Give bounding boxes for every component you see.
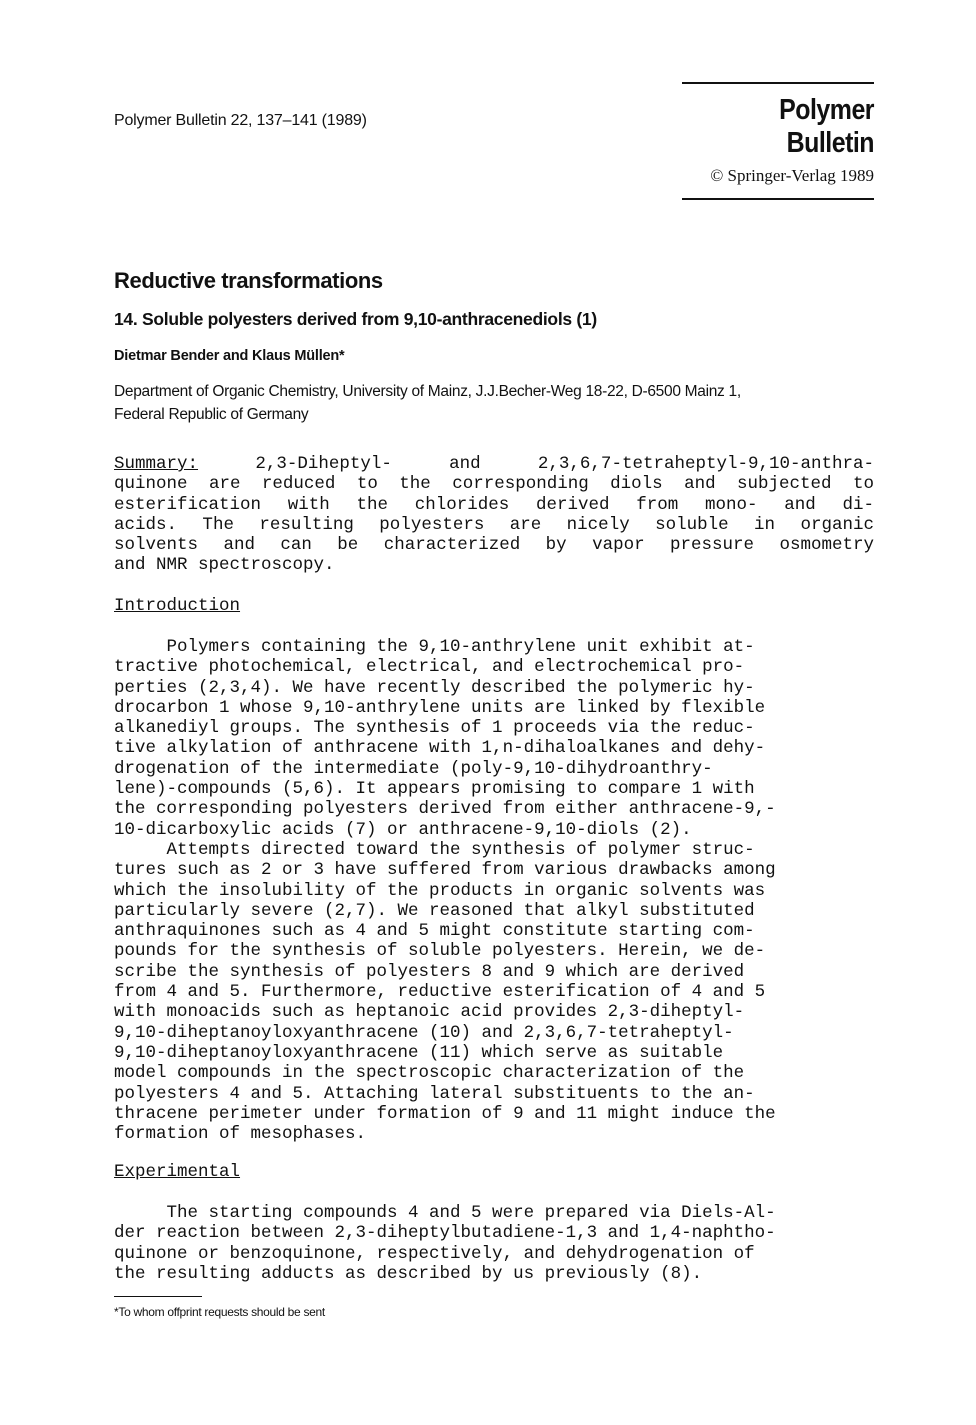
- affiliation-line: Department of Organic Chemistry, University of Mainz, J.J.Becher-Weg 18-22, D-6500 Mainz 1,: [114, 383, 741, 400]
- journal-name: Polymer Bulletin: [779, 94, 874, 159]
- summary-line: quinone are reduced to the corresponding diols and subjected to: [114, 474, 874, 495]
- body-line: drocarbon 1 whose 9,10-anthrylene units are linked by flexible: [114, 697, 766, 718]
- body-line: polyesters 4 and 5. Attaching lateral substituents to the an-: [114, 1083, 755, 1104]
- article-subtitle: 14. Soluble polyesters derived from 9,10-anthracenediols (1): [114, 309, 597, 329]
- introduction-body: [114, 637, 874, 1144]
- body-line: from 4 and 5. Furthermore, reductive esterification of 4 and 5: [114, 982, 766, 1003]
- body-line: alkanediyl groups. The synthesis of 1 proceeds via the reduc-: [114, 718, 755, 739]
- body-line: perties (2,3,4). We have recently described the polymeric hy-: [114, 677, 755, 698]
- body-line: scribe the synthesis of polyesters 8 and 9 which are derived: [114, 961, 745, 982]
- introduction-heading: Introduction: [114, 596, 241, 616]
- body-line: which the insolubility of the products in organic solvents was: [114, 880, 766, 901]
- body-line: 9,10-diheptanoyloxyanthracene (10) and 2,3,6,7-tetraheptyl-: [114, 1022, 734, 1043]
- body-line: tractive photochemical, electrical, and electrochemical pro-: [114, 657, 745, 678]
- summary-section: [114, 454, 874, 576]
- footnote-rule: [114, 1296, 202, 1297]
- body-line: anthraquinones such as 4 and 5 might constitute starting com-: [114, 921, 755, 942]
- body-line: particularly severe (2,7). We reasoned that alkyl substituted: [114, 900, 755, 921]
- body-line: tures such as 2 or 3 have suffered from various drawbacks among: [114, 860, 776, 881]
- author-affiliation: [114, 380, 874, 426]
- body-line: quinone or benzoquinone, respectively, and dehydrogenation of: [114, 1243, 755, 1264]
- summary-line: solvents and can be characterized by vapor pressure osmometry: [114, 535, 874, 556]
- body-line: Attempts directed toward the synthesis of polymer struc-: [114, 839, 755, 860]
- experimental-body: [114, 1203, 874, 1284]
- summary-label: Summary:: [114, 454, 199, 474]
- summary-line: esterification with the chlorides derived from mono- and di-: [114, 494, 874, 515]
- article-authors: Dietmar Bender and Klaus Müllen*: [114, 348, 345, 364]
- summary-first-line: [114, 454, 874, 474]
- summary-line: and NMR spectroscopy.: [114, 555, 335, 576]
- body-line: tive alkylation of anthracene with 1,n-dihaloalkanes and dehy-: [114, 738, 766, 759]
- body-line: with monoacids such as heptanoic acid provides 2,3-diheptyl-: [114, 1002, 745, 1023]
- body-line: Polymers containing the 9,10-anthrylene unit exhibit at-: [114, 637, 755, 657]
- journal-citation: Polymer Bulletin 22, 137–141 (1989): [114, 112, 367, 129]
- article-title: Reductive transformations: [114, 268, 383, 293]
- body-line: der reaction between 2,3-diheptylbutadiene-1,3 and 1,4-naphtho-: [114, 1223, 776, 1244]
- body-line: pounds for the synthesis of soluble polyesters. Herein, we de-: [114, 941, 766, 962]
- footnote: *To whom offprint requests should be sent: [114, 1305, 325, 1319]
- summary-line: acids. The resulting polyesters are nicely soluble in organic: [114, 514, 874, 535]
- experimental-heading: Experimental: [114, 1162, 241, 1182]
- body-line: drogenation of the intermediate (poly-9,10-dihydroanthry-: [114, 758, 713, 779]
- masthead-top-rule: [682, 82, 874, 84]
- body-line: The starting compounds 4 and 5 were prepared via Diels-Al-: [114, 1203, 776, 1223]
- body-line: 9,10-diheptanoyloxyanthracene (11) which serve as suitable: [114, 1042, 724, 1063]
- body-line: the corresponding polyesters derived from either anthracene-9,-: [114, 799, 776, 820]
- affiliation-line: Federal Republic of Germany: [114, 406, 309, 423]
- body-line: model compounds in the spectroscopic characterization of the: [114, 1063, 745, 1084]
- body-line: thracene perimeter under formation of 9 and 11 might induce the: [114, 1103, 776, 1124]
- body-line: 10-dicarboxylic acids (7) or anthracene-9,10-diols (2).: [114, 819, 692, 840]
- body-line: lene)-compounds (5,6). It appears promising to compare 1 with: [114, 779, 755, 800]
- masthead-bottom-rule: [682, 198, 874, 200]
- journal-masthead: [682, 82, 874, 200]
- body-line: formation of mesophases.: [114, 1124, 367, 1145]
- body-line: the resulting adducts as described by us previously (8).: [114, 1263, 703, 1284]
- copyright-notice: © Springer-Verlag 1989: [710, 166, 874, 185]
- summary-first-line-text: 2,3-Diheptyl- and 2,3,6,7-tetraheptyl-9,10-anthra-: [255, 454, 874, 474]
